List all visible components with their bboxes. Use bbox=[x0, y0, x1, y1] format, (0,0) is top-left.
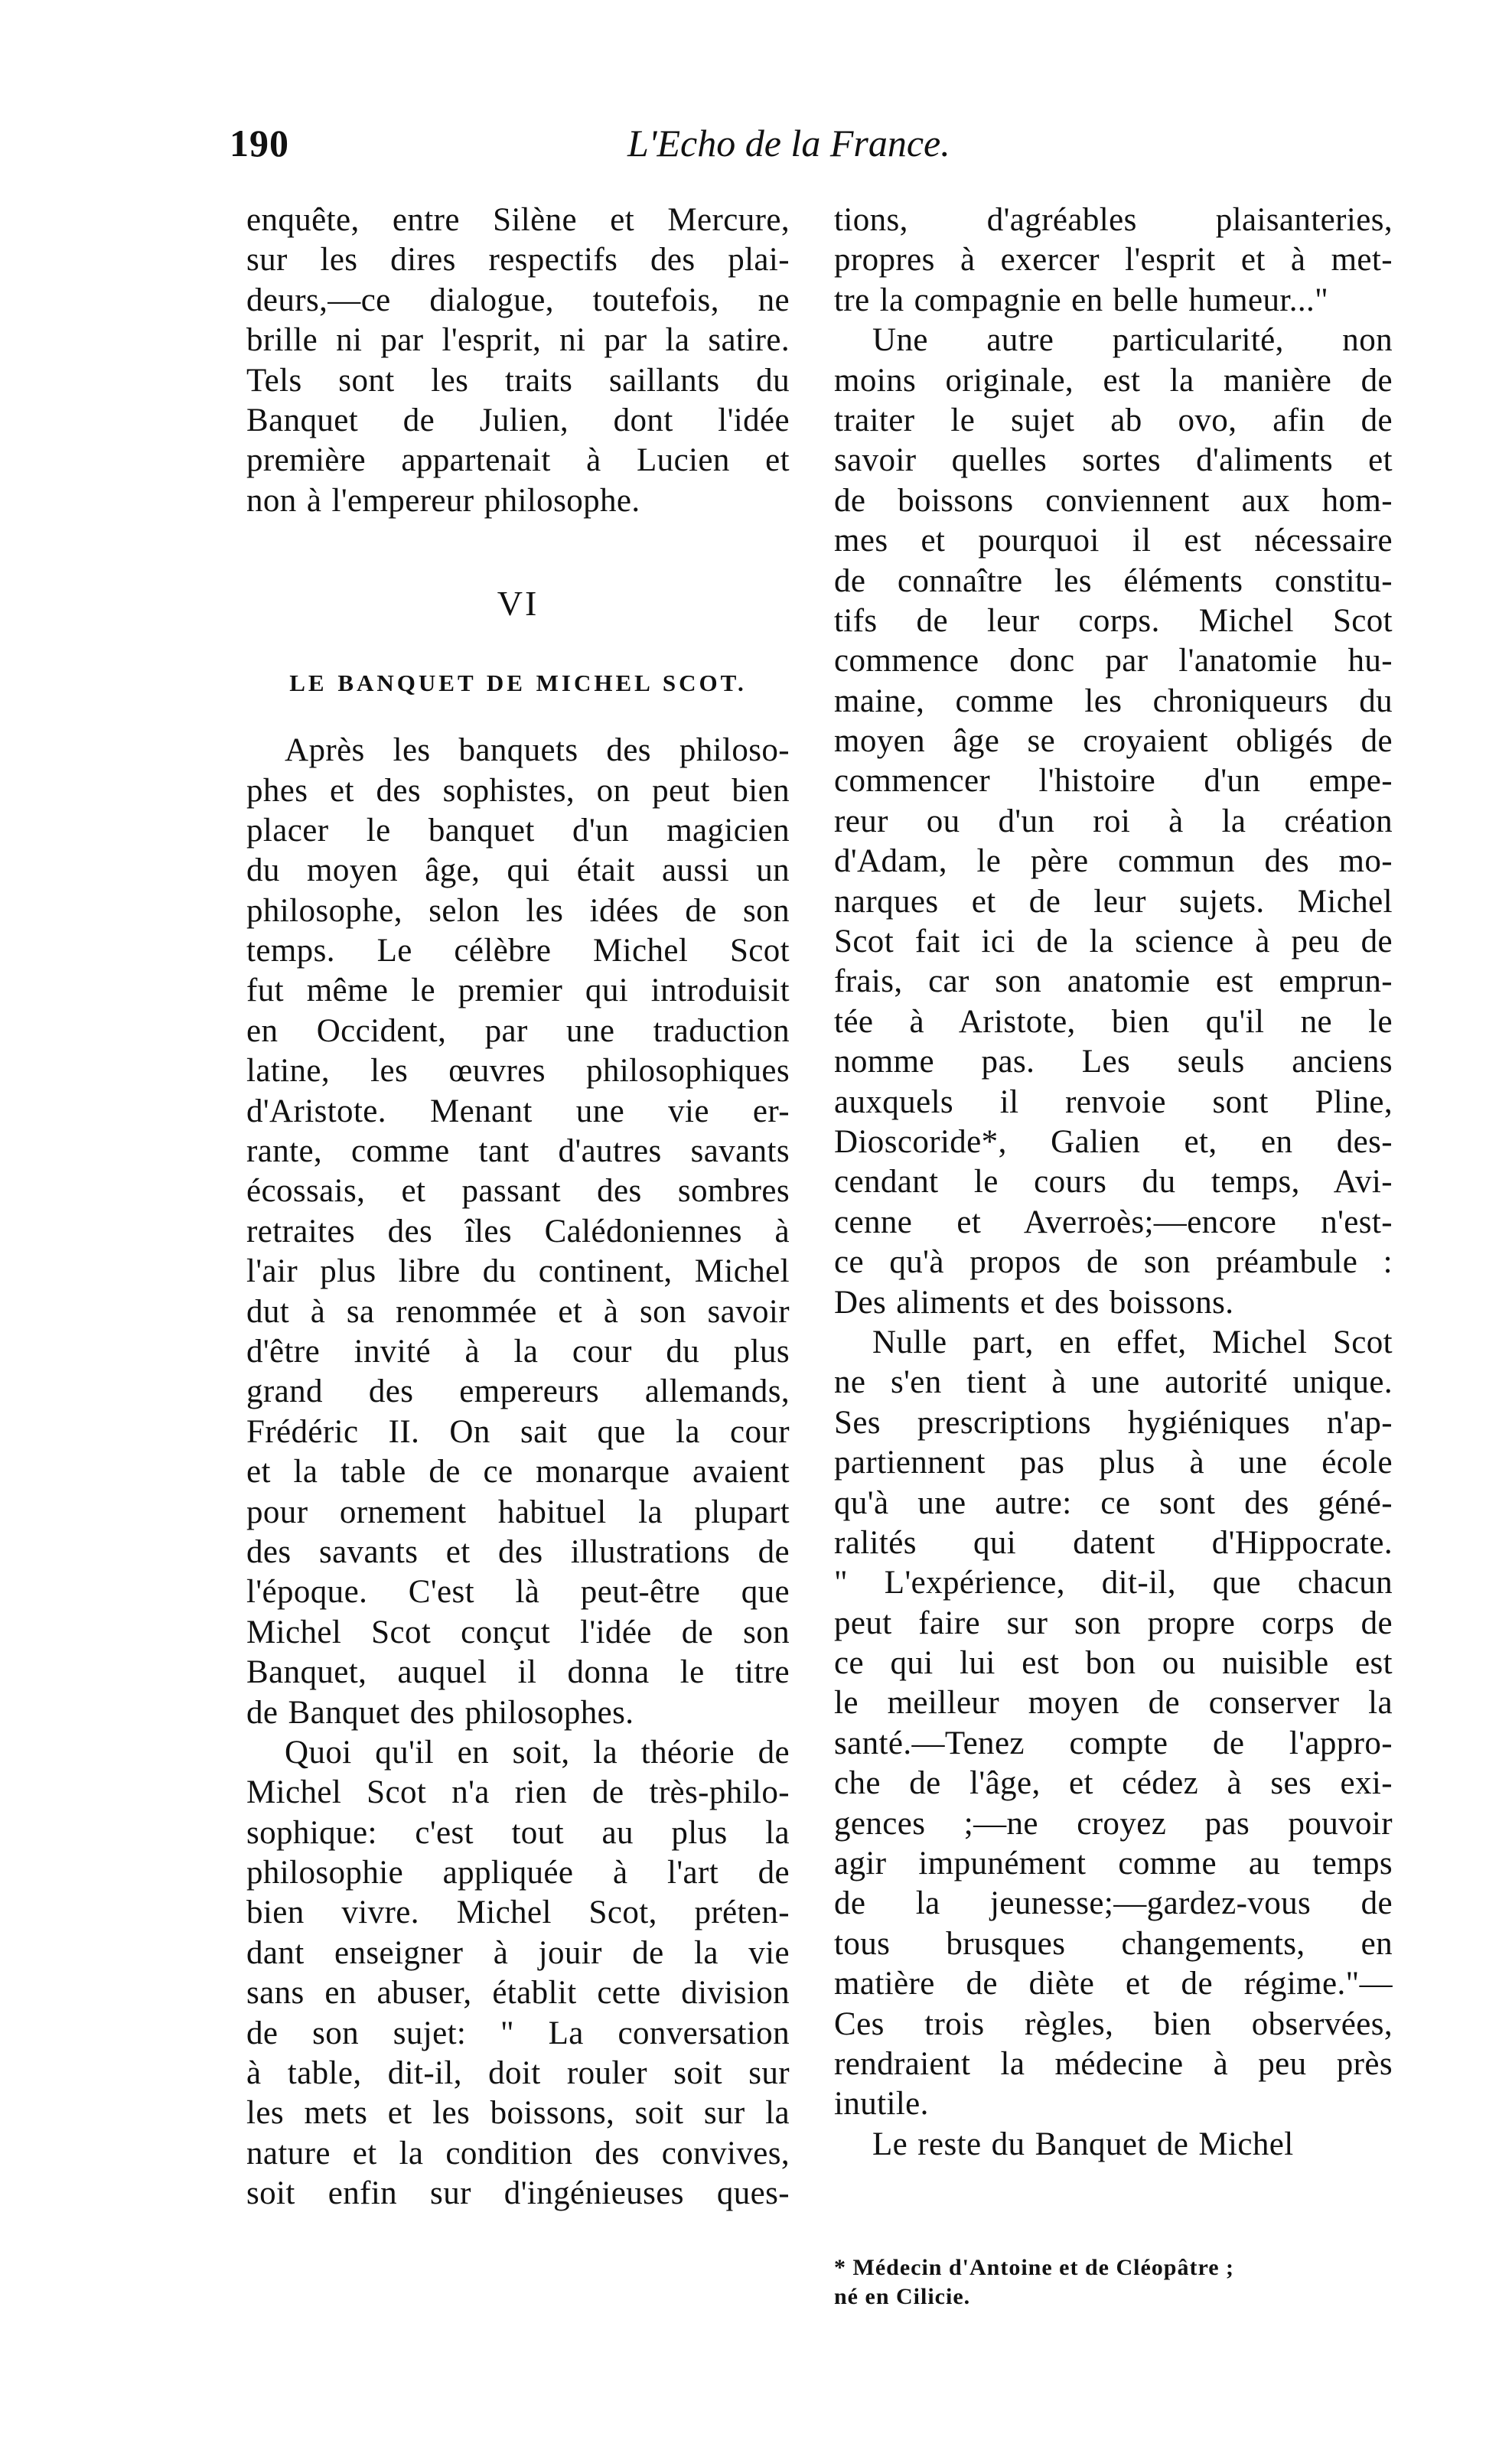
text-line: auxquels il renvoie sont Pline, bbox=[834, 1083, 1393, 1120]
text-line: rante, comme tant d'autres savants bbox=[246, 1133, 790, 1170]
text-line: ce qui lui est bon ou nuisible est bbox=[834, 1645, 1393, 1682]
text-line: Dioscoride*, Galien et, en des- bbox=[834, 1123, 1393, 1160]
text-line: tifs de leur corps. Michel Scot bbox=[834, 602, 1393, 639]
text-line: ralités qui datent d'Hippocrate. bbox=[834, 1524, 1393, 1561]
paragraph-right-2 bbox=[834, 321, 1393, 1323]
text-line: traiter le sujet ab ovo, afin de bbox=[834, 402, 1393, 438]
text-line: Ces trois règles, bien observées, bbox=[834, 2005, 1393, 2042]
text-line: pour ornement habituel la plupart bbox=[246, 1494, 790, 1530]
text-line: Ses prescriptions hygiéniques n'ap- bbox=[834, 1404, 1393, 1441]
text-line: philosophie appliquée à l'art de bbox=[246, 1855, 790, 1891]
text-line: Une autre particularité, non bbox=[872, 322, 1393, 359]
text-line: Des aliments et des boissons. bbox=[834, 1284, 1234, 1321]
text-line: sur les dires respectifs des plai- bbox=[246, 242, 790, 279]
text-line: des savants et des illustrations de bbox=[246, 1533, 790, 1570]
text-line: frais, car son anatomie est emprun- bbox=[834, 963, 1393, 1000]
text-line: che de l'âge, et cédez à ses exi- bbox=[834, 1765, 1393, 1802]
text-line: maine, comme les chroniqueurs du bbox=[834, 683, 1393, 719]
text-line: santé.—Tenez compte de l'appro- bbox=[834, 1725, 1393, 1761]
running-title: L'Echo de la France. bbox=[627, 122, 950, 165]
text-line: propres à exercer l'esprit et à met- bbox=[834, 242, 1393, 279]
text-line: placer le banquet d'un magicien bbox=[246, 812, 790, 849]
text-line: dant enseigner à jouir de la vie bbox=[246, 1934, 790, 1971]
text-line: non à l'empereur philosophe. bbox=[246, 482, 640, 519]
paragraph-left-1 bbox=[246, 200, 790, 521]
text-line: en Occident, par une traduction bbox=[246, 1012, 790, 1049]
running-head bbox=[230, 121, 1247, 174]
text-line: nomme pas. Les seuls anciens bbox=[834, 1044, 1393, 1080]
text-line: moyen âge se croyaient obligés de bbox=[834, 723, 1393, 760]
text-line: Tels sont les traits saillants du bbox=[246, 362, 790, 399]
text-line: mes et pourquoi il est nécessaire bbox=[834, 523, 1393, 559]
text-line: d'être invité à la cour du plus bbox=[246, 1333, 790, 1370]
footnote-line: * Médecin d'Antoine et de Cléopâtre ; bbox=[834, 2255, 1235, 2280]
text-line: les mets et les boissons, soit sur la bbox=[246, 2095, 790, 2132]
text-line: de connaître les éléments constitu- bbox=[834, 562, 1393, 599]
text-line: Frédéric II. On sait que la cour bbox=[246, 1413, 790, 1450]
text-line: grand des empereurs allemands, bbox=[246, 1373, 790, 1410]
text-line: d'Aristote. Menant une vie er- bbox=[246, 1093, 790, 1129]
text-line: cendant le cours du temps, Avi- bbox=[834, 1164, 1393, 1201]
text-line: soit enfin sur d'ingénieuses ques- bbox=[246, 2175, 790, 2212]
paragraph-left-2 bbox=[246, 731, 790, 1733]
text-line: partiennent pas plus à une école bbox=[834, 1445, 1393, 1481]
text-line: tée à Aristote, bien qu'il ne le bbox=[834, 1003, 1393, 1040]
text-line: écossais, et passant des sombres bbox=[246, 1173, 790, 1210]
text-line: de la jeunesse;—gardez-vous de bbox=[834, 1885, 1393, 1922]
text-line: fut même le premier qui introduisit bbox=[246, 973, 790, 1009]
text-line: narques et de leur sujets. Michel bbox=[834, 883, 1393, 920]
footnote-line: né en Cilicie. bbox=[834, 2284, 971, 2309]
text-line: retraites des îles Calédoniennes à bbox=[246, 1213, 790, 1249]
right-column bbox=[834, 200, 1393, 2165]
text-line: cenne et Averroès;—encore n'est- bbox=[834, 1204, 1393, 1240]
text-line: tions, d'agréables plaisanteries, bbox=[834, 202, 1393, 238]
text-line: Michel Scot conçut l'idée de son bbox=[246, 1614, 790, 1650]
text-line: rendraient la médecine à peu près bbox=[834, 2045, 1393, 2082]
text-line: enquête, entre Silène et Mercure, bbox=[246, 202, 790, 238]
text-line: à table, dit-il, doit rouler soit sur bbox=[246, 2055, 790, 2092]
text-line: bien vivre. Michel Scot, préten- bbox=[246, 1895, 790, 1931]
text-line: philosophe, selon les idées de son bbox=[246, 892, 790, 929]
section-title: LE BANQUET DE MICHEL SCOT. bbox=[289, 670, 747, 697]
text-line: Le reste du Banquet de Michel bbox=[872, 2126, 1294, 2162]
text-line: Michel Scot n'a rien de très-philo- bbox=[246, 1774, 790, 1811]
text-line: " L'expérience, dit-il, que chacun bbox=[834, 1565, 1393, 1601]
left-column bbox=[246, 200, 790, 2214]
paragraph-right-4 bbox=[834, 2125, 1393, 2165]
text-line: gences ;—ne croyez pas pouvoir bbox=[834, 1805, 1393, 1842]
text-line: sophique: c'est tout au plus la bbox=[246, 1814, 790, 1851]
text-line: deurs,—ce dialogue, toutefois, ne bbox=[246, 282, 790, 318]
text-line: agir impunément comme au temps bbox=[834, 1846, 1393, 1882]
paragraph-right-3 bbox=[834, 1323, 1393, 2125]
text-line: le meilleur moyen de conserver la bbox=[834, 1685, 1393, 1722]
text-line: et la table de ce monarque avaient bbox=[246, 1454, 790, 1491]
text-line: de Banquet des philosophes. bbox=[246, 1694, 634, 1731]
text-line: latine, les œuvres philosophiques bbox=[246, 1053, 790, 1090]
text-line: l'époque. C'est là peut-être que bbox=[246, 1574, 790, 1611]
text-line: brille ni par l'esprit, ni par la satire. bbox=[246, 322, 790, 359]
text-line: nature et la condition des convives, bbox=[246, 2135, 790, 2171]
text-line: ce qu'à propos de son préambule : bbox=[834, 1244, 1393, 1281]
text-line: moins originale, est la manière de bbox=[834, 362, 1393, 399]
text-line: Banquet, auquel il donna le titre bbox=[246, 1654, 790, 1691]
text-line: savoir quelles sortes d'aliments et bbox=[834, 442, 1393, 479]
text-line: temps. Le célèbre Michel Scot bbox=[246, 933, 790, 969]
text-line: Scot fait ici de la science à peu de bbox=[834, 924, 1393, 960]
text-line: de boissons conviennent aux hom- bbox=[834, 482, 1393, 519]
text-line: ne s'en tient à une autorité unique. bbox=[834, 1364, 1393, 1401]
text-line: Banquet de Julien, dont l'idée bbox=[246, 402, 790, 438]
text-line: Quoi qu'il en soit, la théorie de bbox=[285, 1734, 790, 1771]
text-line: phes et des sophistes, on peut bien bbox=[246, 772, 790, 809]
text-line: première appartenait à Lucien et bbox=[246, 442, 790, 479]
text-line: Nulle part, en effet, Michel Scot bbox=[872, 1324, 1393, 1360]
footnote bbox=[834, 2253, 1400, 2312]
text-line: de son sujet: " La conversation bbox=[246, 2015, 790, 2051]
text-line: inutile. bbox=[834, 2086, 929, 2123]
text-line: d'Adam, le père commun des mo- bbox=[834, 843, 1393, 880]
paragraph-left-3 bbox=[246, 1733, 790, 2214]
text-line: commencer l'histoire d'un empe- bbox=[834, 763, 1393, 800]
text-line: Après les banquets des philoso- bbox=[285, 732, 790, 769]
text-line: sans en abuser, établit cette division bbox=[246, 1975, 790, 2012]
text-line: du moyen âge, qui était aussi un bbox=[246, 852, 790, 889]
text-line: dut à sa renommée et à son savoir bbox=[246, 1293, 790, 1330]
paragraph-right-1 bbox=[834, 200, 1393, 321]
text-line: peut faire sur son propre corps de bbox=[834, 1605, 1393, 1641]
text-line: tre la compagnie en belle humeur..." bbox=[834, 282, 1329, 318]
page-number: 190 bbox=[230, 122, 289, 165]
text-line: commence donc par l'anatomie hu- bbox=[834, 643, 1393, 679]
section-number: VI bbox=[497, 584, 539, 624]
text-line: qu'à une autre: ce sont des géné- bbox=[834, 1484, 1393, 1521]
text-line: matière de diète et de régime."— bbox=[834, 1966, 1393, 2002]
text-line: l'air plus libre du continent, Michel bbox=[246, 1253, 790, 1290]
text-line: tous brusques changements, en bbox=[834, 1925, 1393, 1962]
text-line: reur ou d'un roi à la création bbox=[834, 803, 1393, 839]
